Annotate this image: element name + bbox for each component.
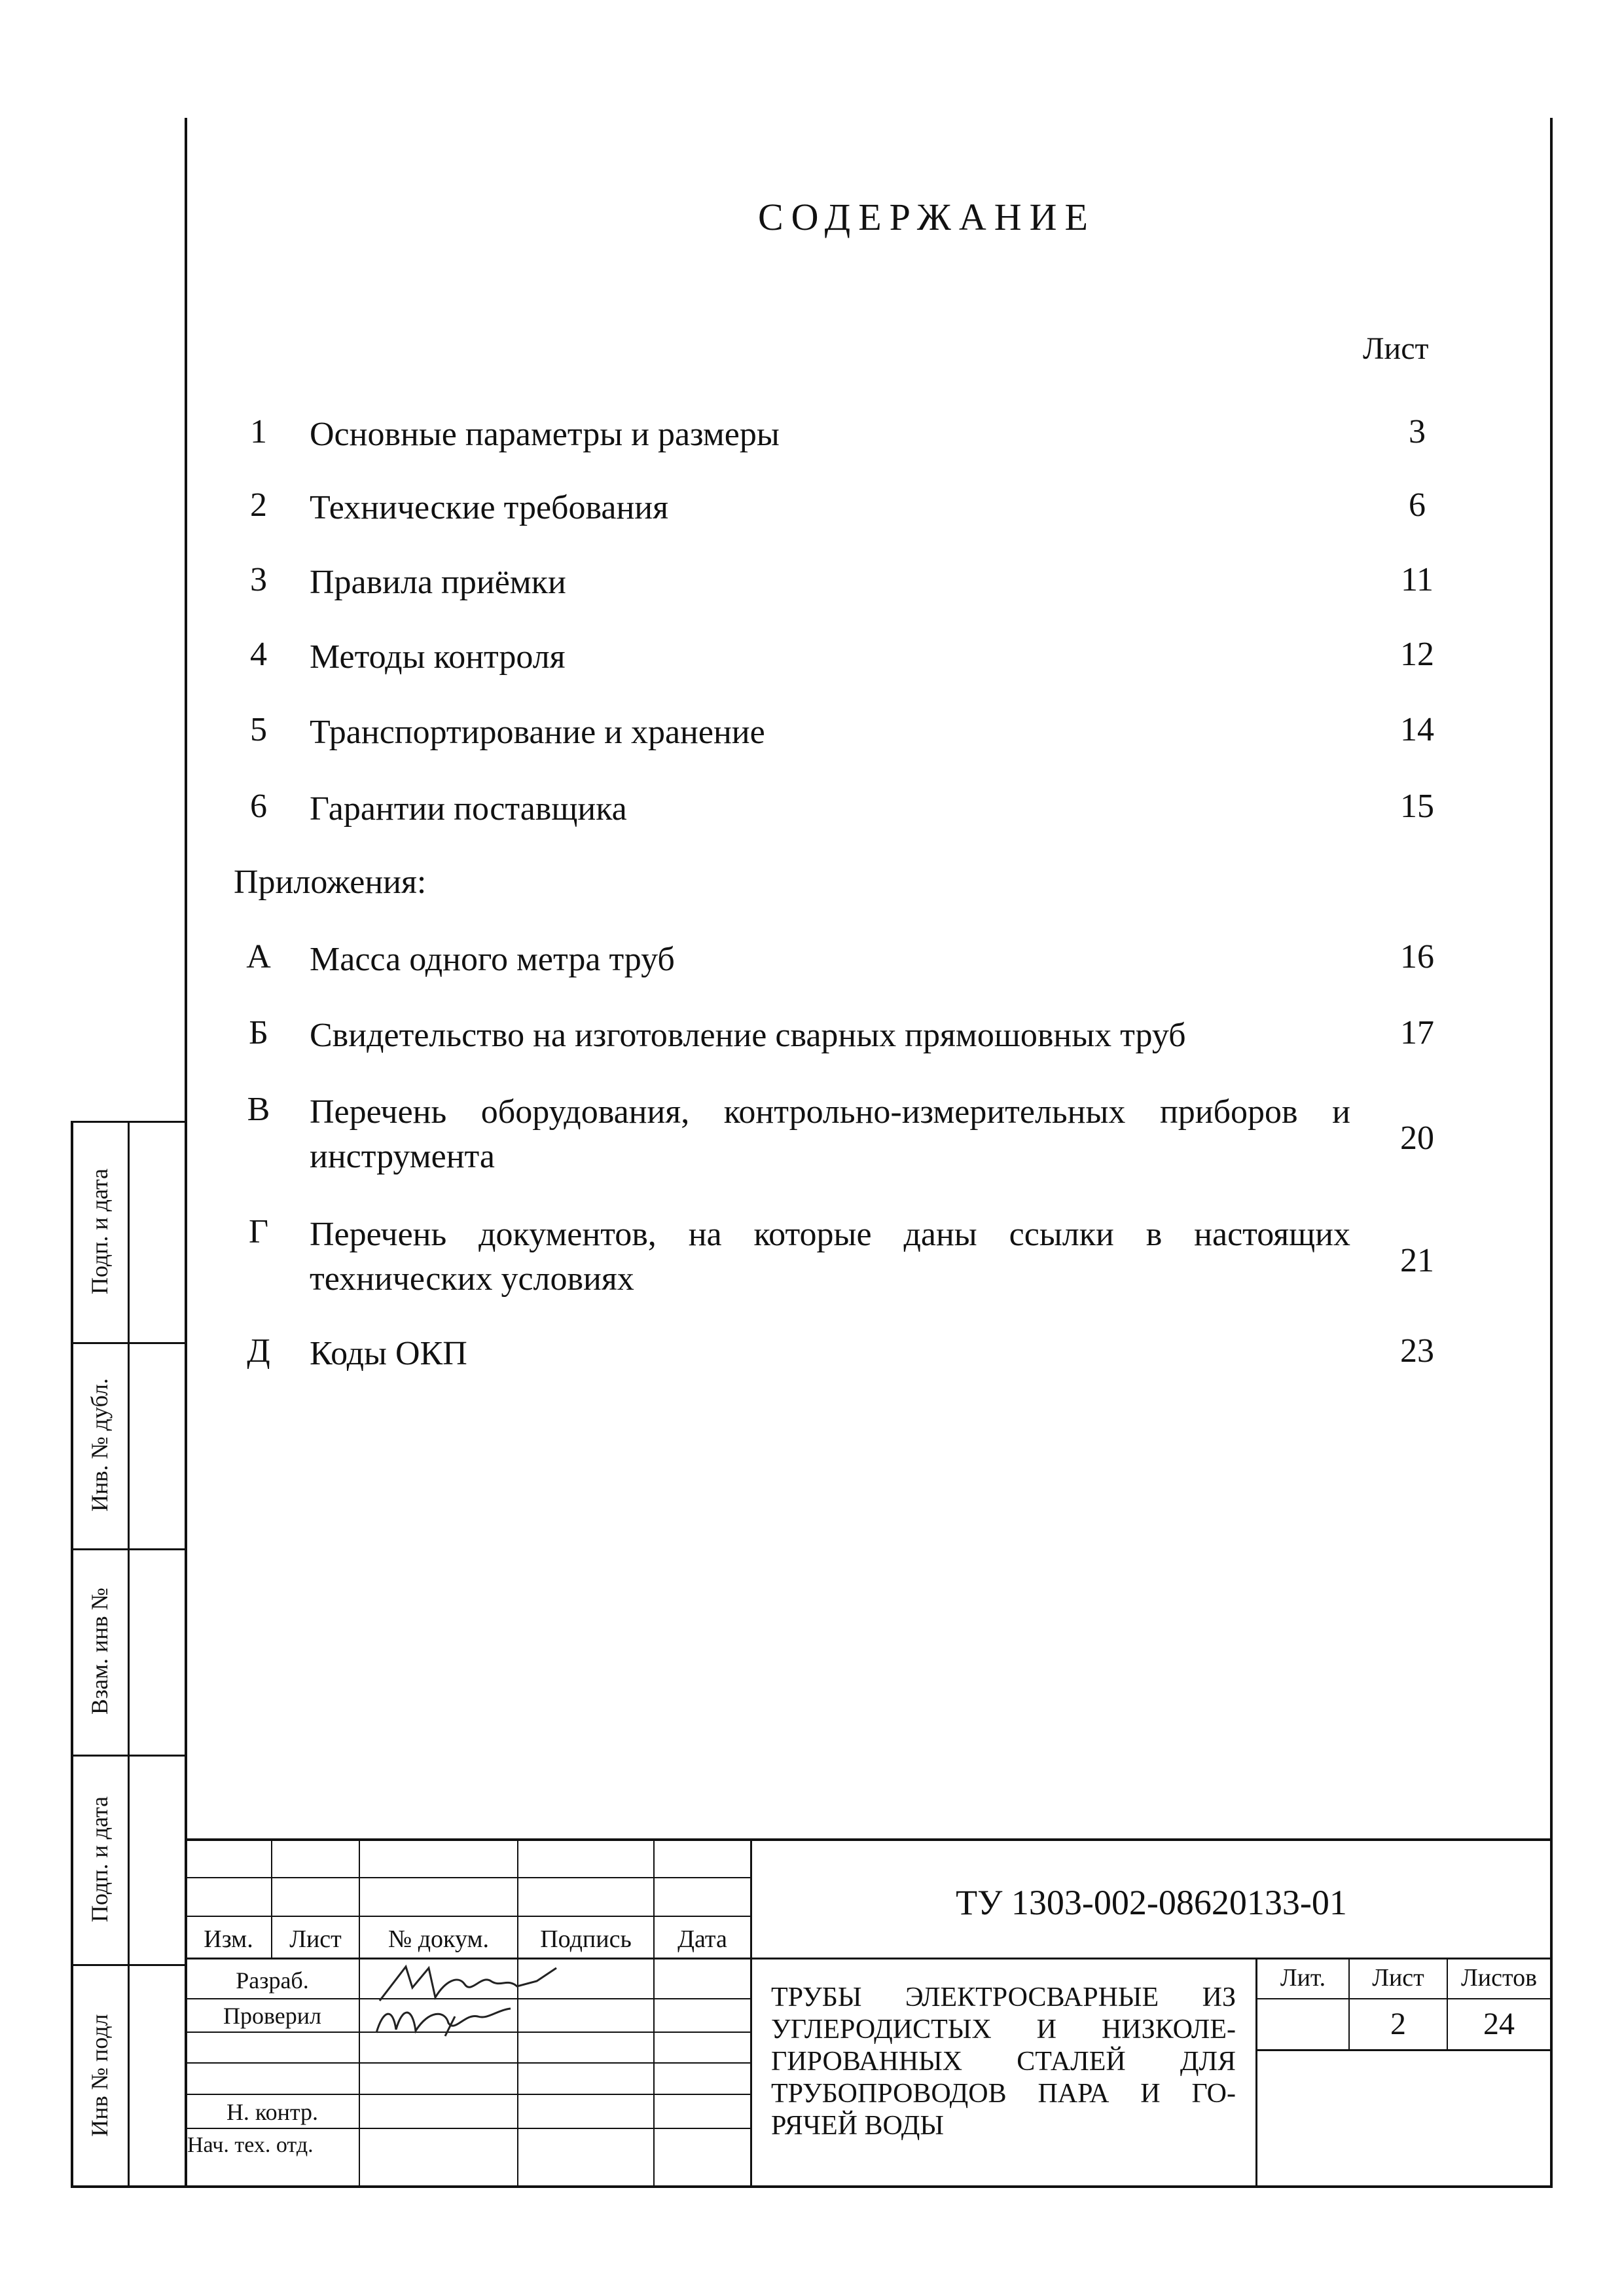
stamp-header-signature: Подпись [540,1925,632,1953]
appendix-item-page: 20 [1400,1120,1434,1157]
toc-item-page: 11 [1400,561,1434,598]
appendix-item-letter: Б [249,1014,268,1051]
appendix-item-title: Перечень оборудования, контрольно-измерительных приборов и инструмента [310,1093,1350,1175]
appendix-item-page: 23 [1400,1332,1434,1370]
toc-item-title: Правила приёмки [310,564,566,601]
stamp-role-checked: Проверил [223,2003,321,2029]
toc-item-number: 6 [250,788,267,825]
sheet-column-label: Лист [1363,331,1429,366]
appendix-item-page: 21 [1400,1242,1434,1279]
toc-item-title: Гарантии поставщика [310,790,627,828]
stamp-header-doc-no: № докум. [388,1925,490,1953]
appendix-item-page: 17 [1400,1014,1434,1051]
frame-bottom-border [71,2185,1553,2188]
appendix-item-title: Коды ОКП [310,1335,467,1372]
frame-left-border [185,118,187,2187]
toc-item-title: Технические требования [310,489,669,526]
page-title: СОДЕРЖАНИЕ [758,196,1096,238]
product-title: ТРУБЫ ЭЛЕКТРОСВАРНЫЕ ИЗ УГЛЕРОДИСТЫХ И НИЗКОЛЕ- ГИРОВАННЫХ СТАЛЕЙ ДЛЯ ТРУБОПРОВОДОВ ПАРА И ГО- РЯЧЕЙ ВОДЫ [771,1982,1236,2141]
appendices-heading: Приложения: [234,864,427,901]
appendix-item-letter: Д [247,1332,270,1370]
appendix-item-page: 16 [1400,938,1434,975]
side-label-original-inv: Инв № подл [86,2014,113,2137]
toc-item-number: 4 [250,636,267,673]
toc-item-page: 12 [1400,636,1434,673]
appendix-item-letter: А [246,938,271,975]
toc-item-number: 2 [250,486,267,524]
stamp-info-sheet: Лист [1372,1964,1424,1992]
toc-item-page: 15 [1400,788,1434,825]
frame-right-border [1550,118,1553,2187]
appendix-item-title: Свидетельство на изготовление сварных прямошовных труб [310,1017,1186,1054]
toc-item-number: 3 [250,561,267,598]
toc-item-title: Методы контроля [310,638,566,676]
stamp-role-developed: Разраб. [236,1967,309,1994]
side-label-dup-inv: Инв. № дубл. [86,1378,113,1512]
side-label-sign-date: Подп. и дата [86,1168,113,1295]
toc-item-title: Транспортирование и хранение [310,714,765,751]
stamp-sheet-value: 2 [1390,2007,1406,2041]
toc-item-page: 14 [1400,711,1434,748]
stamp-role-head: Нач. тех. отд. [187,2133,314,2157]
toc-item-title: Основные параметры и размеры [310,416,780,453]
side-label-replace-inv: Взам. инв № [86,1588,113,1715]
stamp-header-change: Изм. [204,1925,253,1953]
stamp-role-norm-control: Н. контр. [226,2099,319,2125]
document-code: ТУ 1303-002-08620133-01 [956,1883,1347,1922]
stamp-info-letter: Лит. [1280,1964,1326,1992]
stamp-header-date: Дата [677,1925,727,1953]
stamp-header-sheet: Лист [289,1925,342,1953]
stamp-info-sheets-total: Листов [1460,1964,1538,1992]
side-label-sign-date-2: Подп. и дата [86,1796,113,1923]
appendix-item-title: Перечень документов, на которые даны ссылки в настоящих технических условиях [310,1216,1350,1298]
toc-item-number: 1 [250,413,267,450]
toc-item-number: 5 [250,711,267,748]
signature-checker [367,1997,530,2043]
appendix-item-letter: В [247,1091,270,1128]
toc-item-page: 3 [1409,413,1426,450]
toc-item-page: 6 [1409,486,1426,524]
appendix-item-letter: Г [248,1213,269,1250]
stamp-sheets-total-value: 24 [1483,2007,1515,2041]
appendix-item-title: Масса одного метра труб [310,941,675,978]
